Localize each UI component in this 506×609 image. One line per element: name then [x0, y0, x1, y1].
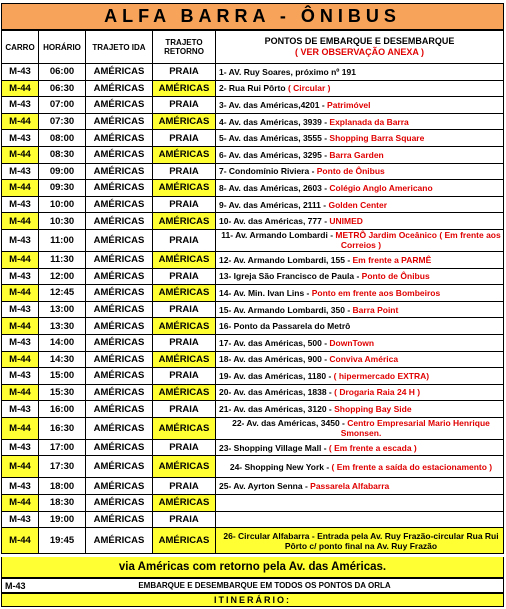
cell-horario: 06:00	[39, 64, 86, 81]
ponto-reference: ( hipermercado EXTRA)	[333, 370, 430, 381]
ponto-text: 7- Condomínio Riviera -	[219, 166, 317, 177]
header-trajeto-retorno	[153, 31, 216, 64]
cell-ponto	[216, 528, 504, 554]
cell-carro: M-44	[2, 146, 39, 163]
cell-trajeto-ida: AMÉRICAS	[86, 478, 153, 495]
table-row	[2, 478, 504, 495]
itinerario-label: ITINERÁRIO:	[1, 593, 504, 607]
cell-carro: M-43	[2, 368, 39, 385]
cell-carro: M-43	[2, 301, 39, 318]
ponto-reference: Conviva América	[329, 354, 399, 365]
cell-carro: M-44	[2, 80, 39, 97]
cell-carro: M-43	[2, 268, 39, 285]
cell-carro: M-44	[2, 528, 39, 554]
cell-carro: M-43	[2, 334, 39, 351]
cell-horario: 19:00	[39, 511, 86, 528]
cell-ponto	[216, 401, 504, 418]
cell-carro: M-43	[2, 229, 39, 251]
cell-trajeto-retorno: PRAIA	[153, 130, 216, 147]
ponto-reference: UNIMED	[329, 216, 363, 227]
cell-trajeto-retorno: AMÉRICAS	[153, 180, 216, 197]
cell-horario: 09:30	[39, 180, 86, 197]
cell-horario: 11:30	[39, 251, 86, 268]
cell-horario: 15:30	[39, 384, 86, 401]
orla-row	[1, 578, 504, 593]
ponto-reference: Em frente a PARMÊ	[352, 254, 432, 265]
cell-horario: 18:00	[39, 478, 86, 495]
cell-ponto	[216, 318, 504, 335]
cell-ponto	[216, 64, 504, 81]
cell-trajeto-retorno: AMÉRICAS	[153, 495, 216, 512]
cell-horario: 18:30	[39, 495, 86, 512]
ponto-text: 4- Av. das Américas, 3939 -	[219, 116, 330, 127]
ponto-text: 20- Av. das Américas, 1838 -	[219, 387, 335, 398]
cell-trajeto-retorno: PRAIA	[153, 64, 216, 81]
header-horario: HORÁRIO	[39, 31, 86, 64]
ponto-text: 17- Av. das Américas, 500 -	[219, 337, 330, 348]
cell-ponto	[216, 146, 504, 163]
cell-trajeto-retorno: AMÉRICAS	[153, 456, 216, 478]
cell-trajeto-ida: AMÉRICAS	[86, 301, 153, 318]
cell-trajeto-retorno: AMÉRICAS	[153, 146, 216, 163]
cell-trajeto-retorno: PRAIA	[153, 268, 216, 285]
ponto-text: 21- Av. das Américas, 3120 -	[219, 404, 335, 415]
cell-ponto	[216, 113, 504, 130]
ponto-text: 8- Av. das Américas, 2603 -	[219, 182, 330, 193]
cell-trajeto-ida: AMÉRICAS	[86, 146, 153, 163]
cell-ponto	[216, 384, 504, 401]
cell-carro: M-44	[2, 351, 39, 368]
ponto-text: 11- Av. Armando Lombardi -	[221, 230, 336, 241]
table-row	[2, 528, 504, 554]
ponto-reference: ( Em frente a saída do estacionamento )	[331, 461, 493, 472]
cell-horario: 13:00	[39, 301, 86, 318]
cell-trajeto-ida: AMÉRICAS	[86, 180, 153, 197]
table-row	[2, 456, 504, 478]
cell-horario: 13:30	[39, 318, 86, 335]
cell-trajeto-ida: AMÉRICAS	[86, 495, 153, 512]
ponto-reference: DownTown	[329, 337, 375, 348]
table-row	[2, 318, 504, 335]
ponto-text: 23- Shopping Village Mall -	[219, 442, 329, 453]
cell-carro: M-44	[2, 495, 39, 512]
cell-trajeto-retorno: AMÉRICAS	[153, 528, 216, 554]
ponto-reference: METRÔ Jardim Oceânico ( Em frente aos Correios )	[335, 230, 501, 251]
cell-ponto	[216, 213, 504, 230]
cell-horario: 11:00	[39, 229, 86, 251]
route-note: via Américas com retorno pela Av. das Américas.	[1, 557, 504, 578]
cell-ponto	[216, 478, 504, 495]
ponto-text: 6- Av. das Américas, 3295 -	[219, 149, 330, 160]
cell-trajeto-retorno: PRAIA	[153, 334, 216, 351]
cell-ponto	[216, 495, 504, 512]
table-row	[2, 334, 504, 351]
cell-carro: M-43	[2, 163, 39, 180]
ponto-text: 1- AV. Ruy Soares, próximo nº 191	[219, 66, 356, 77]
table-header-row	[2, 31, 504, 64]
cell-trajeto-retorno: PRAIA	[153, 478, 216, 495]
ponto-reference: Passarela Alfabarra	[310, 481, 390, 492]
cell-ponto	[216, 97, 504, 114]
cell-horario: 07:30	[39, 113, 86, 130]
cell-ponto	[216, 268, 504, 285]
ponto-reference: Explanada da Barra	[329, 116, 409, 127]
orla-text: EMBARQUE E DESEMBARQUE EM TODOS OS PONTOS DA ORLA	[138, 581, 391, 590]
table-row	[2, 495, 504, 512]
ponto-text: 13- Igreja São Francisco de Paula -	[219, 271, 362, 282]
header-pontos	[216, 31, 504, 64]
cell-carro: M-44	[2, 180, 39, 197]
header-carro: CARRO	[2, 31, 39, 64]
ponto-text: 25- Av. Ayrton Senna -	[219, 481, 311, 492]
cell-horario: 14:30	[39, 351, 86, 368]
cell-ponto	[216, 511, 504, 528]
cell-ponto	[216, 251, 504, 268]
cell-ponto	[216, 180, 504, 197]
schedule-table	[1, 30, 504, 554]
table-row	[2, 163, 504, 180]
cell-trajeto-ida: AMÉRICAS	[86, 456, 153, 478]
ponto-text: 16- Ponto da Passarela do Metrô	[219, 321, 351, 332]
cell-horario: 06:30	[39, 80, 86, 97]
cell-trajeto-ida: AMÉRICAS	[86, 368, 153, 385]
cell-ponto	[216, 196, 504, 213]
cell-ponto	[216, 439, 504, 456]
cell-horario: 16:00	[39, 401, 86, 418]
table-row	[2, 301, 504, 318]
ponto-reference: Shopping Barra Square	[329, 133, 425, 144]
table-row	[2, 64, 504, 81]
cell-horario: 10:30	[39, 213, 86, 230]
schedule-rows	[2, 64, 504, 554]
cell-ponto	[216, 351, 504, 368]
cell-trajeto-ida: AMÉRICAS	[86, 97, 153, 114]
cell-horario: 19:45	[39, 528, 86, 554]
ponto-text: 10- Av. das Américas, 777 -	[219, 216, 330, 227]
cell-horario: 08:00	[39, 130, 86, 147]
ponto-reference: Golden Center	[328, 199, 388, 210]
table-row	[2, 130, 504, 147]
cell-carro: M-44	[2, 285, 39, 302]
cell-carro: M-44	[2, 318, 39, 335]
table-row	[2, 113, 504, 130]
table-row	[2, 97, 504, 114]
cell-horario: 08:30	[39, 146, 86, 163]
ponto-text: 12- Av. Armando Lombardi, 155 -	[219, 254, 353, 265]
ponto-reference: Ponto de Ônibus	[316, 166, 385, 177]
cell-trajeto-retorno: AMÉRICAS	[153, 113, 216, 130]
cell-trajeto-retorno: AMÉRICAS	[153, 251, 216, 268]
table-row	[2, 180, 504, 197]
ponto-reference: Colégio Anglo Americano	[329, 182, 433, 193]
table-row	[2, 439, 504, 456]
ponto-text: 2- Rua Rui Pôrto	[219, 83, 288, 94]
cell-trajeto-retorno: AMÉRICAS	[153, 417, 216, 439]
cell-carro: M-43	[2, 511, 39, 528]
cell-horario: 10:00	[39, 196, 86, 213]
header-pontos-line1: PONTOS DE EMBARQUE E DESEMBARQUE	[264, 36, 455, 46]
cell-ponto	[216, 417, 504, 439]
cell-horario: 14:00	[39, 334, 86, 351]
cell-horario: 16:30	[39, 417, 86, 439]
ponto-reference: Shopping Bay Side	[334, 404, 412, 415]
cell-trajeto-ida: AMÉRICAS	[86, 318, 153, 335]
cell-trajeto-ida: AMÉRICAS	[86, 130, 153, 147]
cell-horario: 12:45	[39, 285, 86, 302]
cell-trajeto-retorno: AMÉRICAS	[153, 213, 216, 230]
cell-trajeto-retorno: PRAIA	[153, 229, 216, 251]
cell-horario: 17:30	[39, 456, 86, 478]
header-trajeto-retorno-line1: TRAJETO	[165, 38, 203, 47]
ponto-reference: ( Drogaria Raia 24 H )	[334, 387, 421, 398]
ponto-reference: Barra Garden	[329, 149, 384, 160]
cell-carro: M-43	[2, 196, 39, 213]
cell-trajeto-ida: AMÉRICAS	[86, 196, 153, 213]
table-row	[2, 251, 504, 268]
cell-carro: M-43	[2, 64, 39, 81]
header-pontos-note: ( VER OBSERVAÇÃO ANEXA )	[294, 47, 424, 57]
cell-horario: 17:00	[39, 439, 86, 456]
cell-trajeto-ida: AMÉRICAS	[86, 229, 153, 251]
cell-trajeto-ida: AMÉRICAS	[86, 251, 153, 268]
cell-carro: M-44	[2, 456, 39, 478]
cell-horario: 15:00	[39, 368, 86, 385]
table-row	[2, 511, 504, 528]
cell-trajeto-ida: AMÉRICAS	[86, 401, 153, 418]
ponto-text: 15- Av. Armando Lombardi, 350 -	[219, 304, 353, 315]
ponto-reference: ( Em frente a escada )	[328, 442, 417, 453]
cell-trajeto-retorno: PRAIA	[153, 97, 216, 114]
cell-trajeto-ida: AMÉRICAS	[86, 268, 153, 285]
ponto-reference: ( Circular )	[287, 83, 331, 94]
cell-carro: M-43	[2, 401, 39, 418]
cell-trajeto-ida: AMÉRICAS	[86, 439, 153, 456]
ponto-text: 22- Av. das Américas, 3450 -	[232, 418, 348, 429]
cell-trajeto-retorno: PRAIA	[153, 511, 216, 528]
cell-carro: M-44	[2, 417, 39, 439]
cell-carro: M-43	[2, 97, 39, 114]
table-row	[2, 417, 504, 439]
cell-ponto	[216, 130, 504, 147]
table-row	[2, 213, 504, 230]
table-row	[2, 196, 504, 213]
orla-carro: M-43	[5, 580, 26, 591]
cell-ponto	[216, 163, 504, 180]
table-row	[2, 351, 504, 368]
ponto-text: 9- Av. das Américas, 2111 -	[219, 199, 329, 210]
table-row	[2, 368, 504, 385]
cell-carro: M-44	[2, 251, 39, 268]
cell-trajeto-retorno: AMÉRICAS	[153, 318, 216, 335]
cell-trajeto-retorno: AMÉRICAS	[153, 285, 216, 302]
cell-trajeto-ida: AMÉRICAS	[86, 511, 153, 528]
cell-trajeto-ida: AMÉRICAS	[86, 285, 153, 302]
cell-ponto	[216, 80, 504, 97]
cell-horario: 07:00	[39, 97, 86, 114]
cell-trajeto-retorno: PRAIA	[153, 401, 216, 418]
cell-carro: M-44	[2, 384, 39, 401]
ponto-reference: Barra Point	[352, 304, 399, 315]
cell-horario: 12:00	[39, 268, 86, 285]
ponto-text: 14- Av. Min. Ivan Lins -	[219, 287, 312, 298]
cell-trajeto-retorno: AMÉRICAS	[153, 80, 216, 97]
ponto-text: 19- Av. das Américas, 1180 -	[219, 370, 334, 381]
cell-trajeto-retorno: PRAIA	[153, 196, 216, 213]
ponto-reference: Ponto em frente aos Bombeiros	[311, 287, 441, 298]
cell-ponto	[216, 285, 504, 302]
cell-carro: M-43	[2, 478, 39, 495]
table-row	[2, 384, 504, 401]
cell-trajeto-ida: AMÉRICAS	[86, 163, 153, 180]
cell-trajeto-retorno: PRAIA	[153, 163, 216, 180]
cell-carro: M-44	[2, 213, 39, 230]
cell-carro: M-43	[2, 130, 39, 147]
cell-trajeto-retorno: AMÉRICAS	[153, 351, 216, 368]
table-row	[2, 268, 504, 285]
ponto-text: 24- Shopping New York -	[229, 461, 332, 472]
cell-carro: M-44	[2, 113, 39, 130]
table-row	[2, 285, 504, 302]
cell-carro: M-43	[2, 439, 39, 456]
cell-trajeto-ida: AMÉRICAS	[86, 417, 153, 439]
header-trajeto-ida: TRAJETO IDA	[86, 31, 153, 64]
table-row	[2, 401, 504, 418]
cell-trajeto-ida: AMÉRICAS	[86, 113, 153, 130]
ponto-reference: Patrimóvel	[327, 99, 371, 110]
cell-trajeto-ida: AMÉRICAS	[86, 528, 153, 554]
ponto-reference: Ponto de Ônibus	[361, 271, 430, 282]
header-trajeto-retorno-line2: RETORNO	[164, 47, 204, 56]
cell-trajeto-ida: AMÉRICAS	[86, 80, 153, 97]
cell-ponto	[216, 334, 504, 351]
cell-ponto	[216, 301, 504, 318]
ponto-reference: Centro Empresarial Mario Henrique Smonsen.	[340, 418, 490, 439]
cell-trajeto-ida: AMÉRICAS	[86, 384, 153, 401]
ponto-text: 3- Av. das Américas,4201 -	[219, 99, 328, 110]
table-row	[2, 229, 504, 251]
page-title: ALFA BARRA - ÔNIBUS	[1, 3, 504, 30]
ponto-text: 5- Av. das Américas, 3555 -	[219, 133, 330, 144]
cell-trajeto-retorno: PRAIA	[153, 368, 216, 385]
cell-ponto	[216, 229, 504, 251]
table-row	[2, 80, 504, 97]
ponto-text: 18- Av. das Américas, 900 -	[219, 354, 330, 365]
cell-trajeto-ida: AMÉRICAS	[86, 64, 153, 81]
cell-ponto	[216, 456, 504, 478]
cell-trajeto-ida: AMÉRICAS	[86, 351, 153, 368]
cell-trajeto-ida: AMÉRICAS	[86, 334, 153, 351]
cell-trajeto-retorno: PRAIA	[153, 301, 216, 318]
cell-trajeto-retorno: AMÉRICAS	[153, 384, 216, 401]
table-row	[2, 146, 504, 163]
cell-ponto	[216, 368, 504, 385]
ponto-text: 26- Circular Alfabarra - Entrada pela Av. Ruy Frazão-circular Rua Rui Pôrto c/ ponto final na Av. Ruy Frazão	[223, 530, 499, 551]
cell-trajeto-ida: AMÉRICAS	[86, 213, 153, 230]
cell-trajeto-retorno: PRAIA	[153, 439, 216, 456]
cell-horario: 09:00	[39, 163, 86, 180]
